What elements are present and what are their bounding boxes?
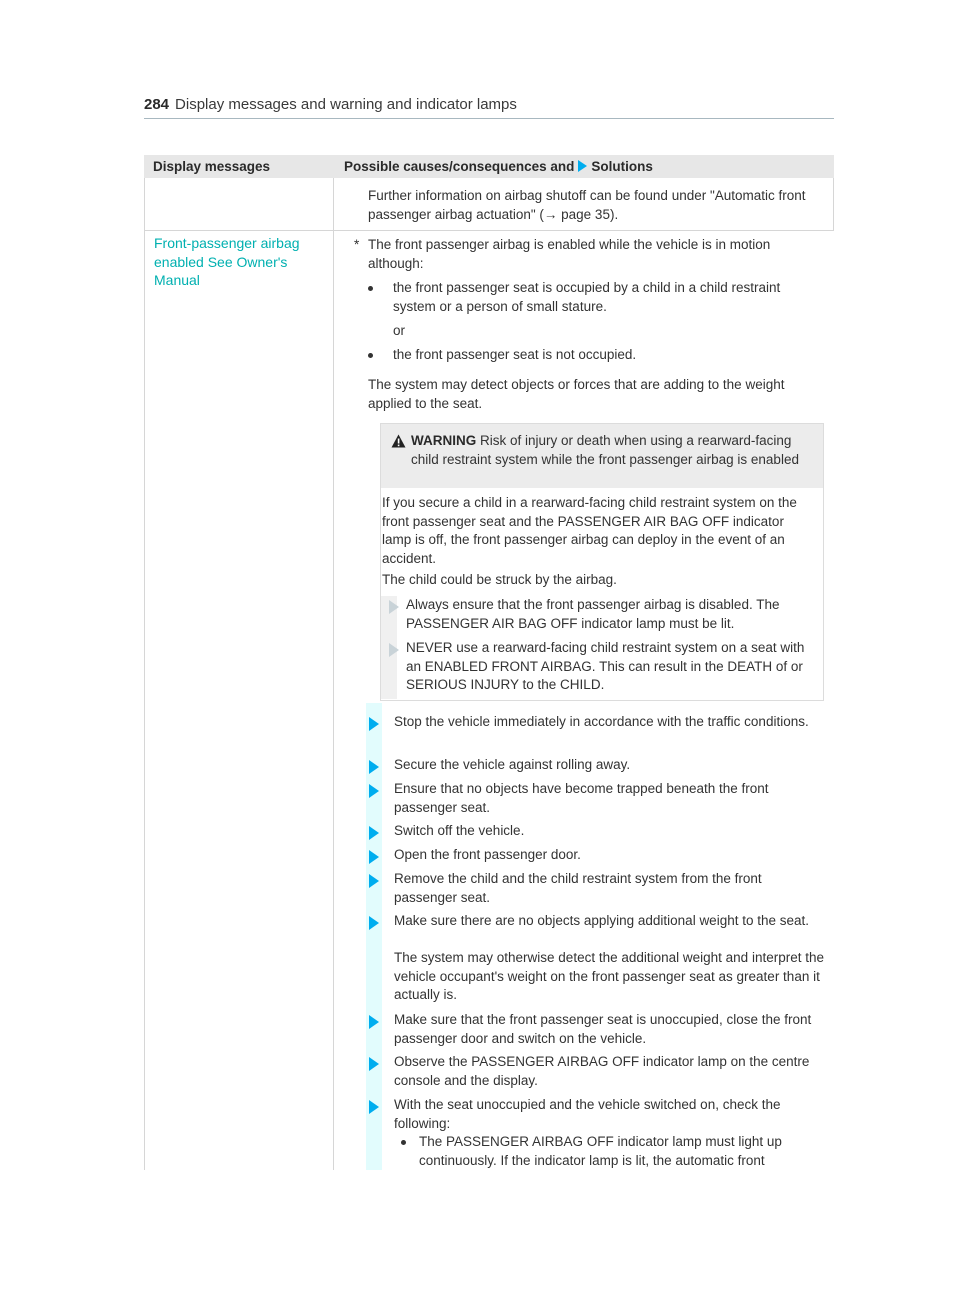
step-arrow-icon bbox=[369, 874, 379, 888]
step-arrow-icon bbox=[369, 784, 379, 798]
warning-title bbox=[411, 432, 811, 469]
step-arrow-icon bbox=[369, 850, 379, 864]
airbag-shutoff-info-text: Further information on airbag shutoff can be found under "Automatic front passenger airbag actuation" (→ page 35). bbox=[368, 188, 806, 222]
solutions-arrow-icon bbox=[578, 160, 587, 172]
step-remove-child: Remove the child and the child restraint system from the front passenger seat. bbox=[394, 871, 762, 905]
list-item bbox=[394, 1133, 829, 1170]
warning-step-ensure-disabled: Always ensure that the front passenger airbag is disabled. The PASSENGER AIR BAG OFF indicator lamp must be lit. bbox=[406, 597, 780, 631]
step-arrow-icon bbox=[369, 916, 379, 930]
column-divider-middle bbox=[333, 178, 334, 1170]
column-divider-left bbox=[144, 178, 145, 1170]
warning-triangle-icon bbox=[391, 434, 406, 451]
step-observe-lamp: Observe the PASSENGER AIRBAG OFF indicator lamp on the centre console and the display. bbox=[394, 1054, 810, 1088]
col-header-causes: Possible causes/consequences and bbox=[344, 159, 575, 174]
column-divider-right bbox=[833, 178, 834, 230]
step-stop-vehicle: Stop the vehicle immediately in accordance with the traffic conditions. bbox=[394, 714, 809, 729]
optional-equipment-asterisk: * bbox=[354, 237, 360, 252]
display-messages-table bbox=[144, 155, 834, 1170]
display-message-front-passenger-airbag: Front-passenger airbag enabled See Owner's Manual bbox=[154, 235, 300, 288]
warning-label: WARNING bbox=[411, 433, 477, 448]
warning-title-text: Risk of injury or death when using a rearward-facing child restraint system while the front passenger airbag is enabled bbox=[411, 433, 799, 467]
step-arrow-icon bbox=[369, 1100, 379, 1114]
warning-body-deploy: If you secure a child in a rearward-facing child restraint system on the front passenger seat and the PASSENGER AIR BAG OFF indicator lamp is off, the front passenger airbag can deploy in the event of an accident. bbox=[382, 495, 797, 566]
bullet-icon bbox=[401, 1140, 406, 1145]
bullet-seat-not-occupied-text: the front passenger seat is not occupied. bbox=[393, 347, 637, 362]
step-arrow-icon bbox=[369, 1015, 379, 1029]
header-rule bbox=[144, 118, 834, 119]
step-ensure-no-objects: Ensure that no objects have become trapped beneath the front passenger seat. bbox=[394, 781, 769, 815]
col-header-display-messages: Display messages bbox=[153, 159, 271, 174]
col-header-solutions: Solutions bbox=[591, 159, 653, 174]
section-title: Display messages and warning and indicator lamps bbox=[175, 96, 517, 113]
step-weight-note: The system may otherwise detect the additional weight and interpret the vehicle occupant's weight on the front passenger seat as greater than it actually is. bbox=[394, 950, 824, 1002]
warning-header bbox=[381, 424, 823, 488]
warning-box bbox=[380, 423, 824, 701]
list-item bbox=[368, 279, 823, 316]
step-arrow-icon bbox=[389, 600, 399, 614]
step-arrow-icon bbox=[369, 760, 379, 774]
step-seat-unoccupied: Make sure that the front passenger seat is unoccupied, close the front passenger door and switch on the vehicle. bbox=[394, 1012, 812, 1046]
col-header-causes-solutions bbox=[344, 159, 653, 174]
step-switch-off: Switch off the vehicle. bbox=[394, 823, 525, 838]
airbag-enabled-intro: The front passenger airbag is enabled while the vehicle is in motion although: bbox=[368, 237, 771, 271]
bullet-icon bbox=[368, 353, 373, 358]
warning-step-never-use: NEVER use a rearward-facing child restraint system on a seat with an ENABLED FRONT AIRBAG. This can result in the DEATH of or SERIOUS INJURY to the CHILD. bbox=[406, 640, 805, 692]
bullet-seat-occupied-text: the front passenger seat is occupied by a child in a child restraint system or a person of small stature. bbox=[393, 280, 781, 314]
bullet-icon bbox=[368, 286, 373, 291]
warning-body-struck: The child could be struck by the airbag. bbox=[382, 572, 617, 587]
system-detect-text: The system may detect objects or forces that are adding to the weight applied to the seat. bbox=[368, 377, 785, 411]
step-arrow-icon bbox=[369, 1057, 379, 1071]
step-arrow-icon bbox=[369, 826, 379, 840]
step-secure-vehicle: Secure the vehicle against rolling away. bbox=[394, 757, 631, 772]
table-header-row bbox=[144, 155, 834, 178]
bullet-lamp-light-up: The PASSENGER AIRBAG OFF indicator lamp must light up continuously. If the indicator lamp is lit, the automatic front bbox=[419, 1134, 782, 1168]
list-item bbox=[368, 346, 823, 365]
step-make-sure-no-weight: Make sure there are no objects applying additional weight to the seat. bbox=[394, 913, 810, 928]
row-separator bbox=[144, 230, 834, 231]
step-open-door: Open the front passenger door. bbox=[394, 847, 581, 862]
step-arrow-icon bbox=[369, 717, 379, 731]
page-header bbox=[144, 96, 834, 118]
step-check-following: With the seat unoccupied and the vehicle switched on, check the following: bbox=[394, 1097, 781, 1131]
or-text: or bbox=[393, 323, 406, 338]
page-number: 284 bbox=[144, 96, 170, 113]
step-arrow-icon bbox=[389, 643, 399, 657]
